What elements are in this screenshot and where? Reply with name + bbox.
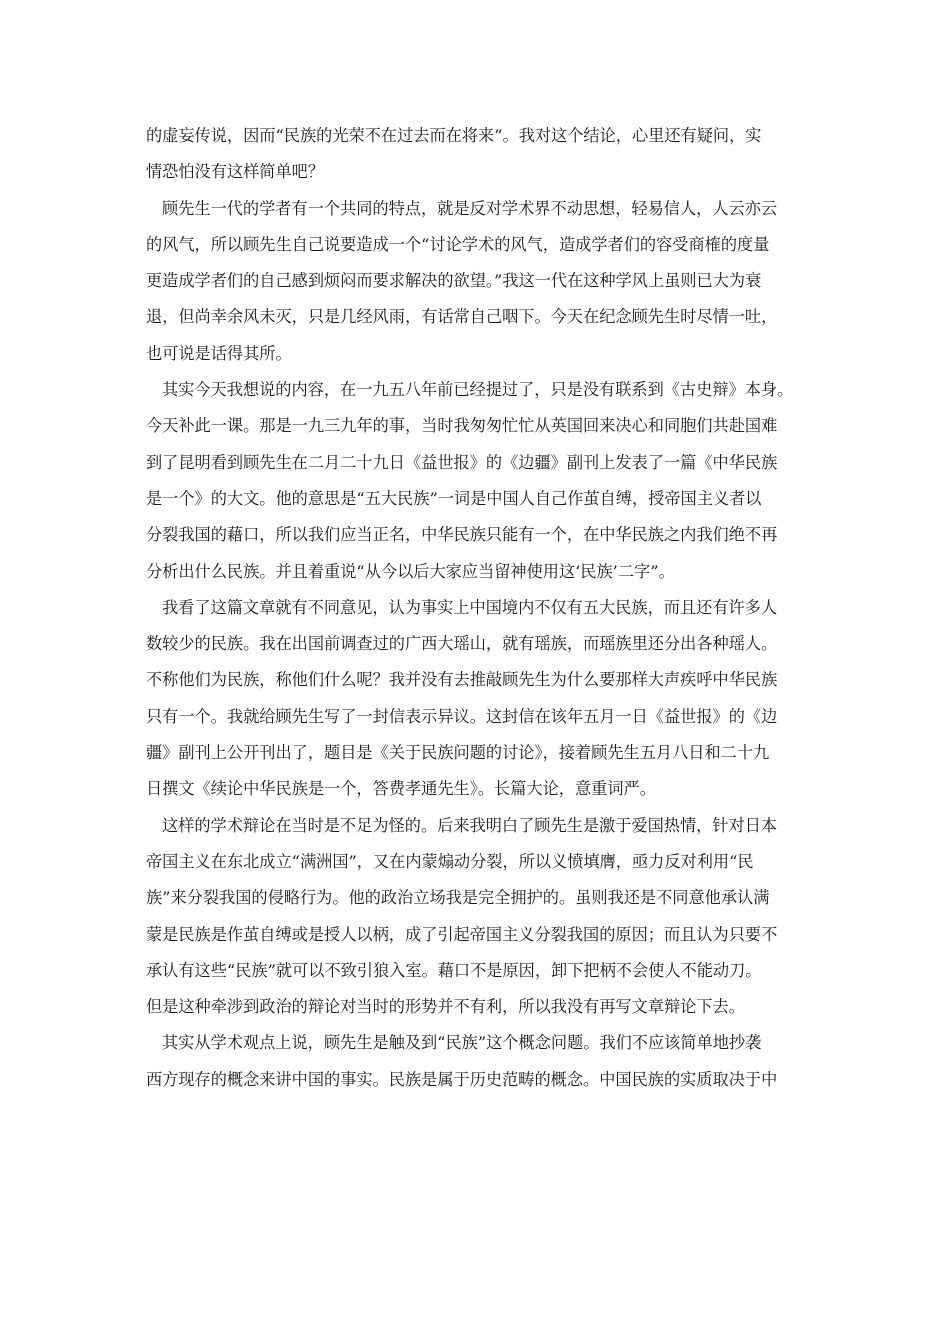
text-line: 到了昆明看到顾先生在二月二十九日《益世报》的《边疆》副刊上发表了一篇《中华民族 xyxy=(146,452,778,472)
text-line: 也可说是话得其所。 xyxy=(146,343,292,363)
text-line: 更造成学者们的自己感到烦闷而要求解决的欲望。”我这一代在这种学风上虽则已大为衰 xyxy=(146,271,762,291)
text-line: 帝国主义在东北成立“满洲国”，又在内蒙煽动分裂，所以义愤填膺，亟力反对利用“民 xyxy=(146,851,754,871)
text-line: 只有一个。我就给顾先生写了一封信表示异议。这封信在该年五月一日《益世报》的《边 xyxy=(146,706,778,726)
text-line: 其实从学术观点上说，顾先生是触及到“民族”这个概念问题。我们不应该简单地抄袭 xyxy=(162,1033,762,1053)
text-line: 情恐怕没有这样简单吧？ xyxy=(146,162,325,182)
text-line: 的风气，所以顾先生自己说要造成一个“讨论学术的风气，造成学者们的容受商榷的度量 xyxy=(146,234,770,254)
text-line: 日撰文《续论中华民族是一个，答费孝通先生》。长篇大论，意重词严。 xyxy=(146,779,656,799)
document-body xyxy=(146,118,806,1098)
text-line: 蒙是民族是作茧自缚或是授人以柄，成了引起帝国主义分裂我国的原因；而且认为只要不 xyxy=(146,924,778,944)
text-line: 今天补此一课。那是一九三九年的事，当时我匆匆忙忙从英国回来决心和同胞们共赴国难 xyxy=(146,416,778,436)
text-line: 的虚妄传说，因而“民族的光荣不在过去而在将来”。我对这个结论，心里还有疑问，实 xyxy=(146,126,762,145)
text-line: 分裂我国的藉口，所以我们应当正名，中华民族只能有一个，在中华民族之内我们绝不再 xyxy=(146,525,778,545)
text-line: 西方现存的概念来讲中国的事实。民族是属于历史范畴的概念。中国民族的实质取决于中 xyxy=(146,1069,778,1089)
text-line: 顾先生一代的学者有一个共同的特点，就是反对学术界不动思想，轻易信人，人云亦云 xyxy=(162,198,778,218)
text-line: 是一个》的大文。他的意思是“五大民族”一词是中国人自己作茧自缚，授帝国主义者以 xyxy=(146,488,762,508)
text-line: 族”来分裂我国的侵略行为。他的政治立场我是完全拥护的。虽则我还是不同意他承认满 xyxy=(146,888,770,908)
text-line: 疆》副刊上公开刊出了，题目是《关于民族问题的讨论》，接着顾先生五月八日和二十九 xyxy=(146,743,770,763)
text-line: 这样的学术辩论在当时是不足为怪的。后来我明白了顾先生是激于爱国热情，针对日本 xyxy=(162,815,778,835)
text-line: 我看了这篇文章就有不同意见，认为事实上中国境内不仅有五大民族，而且还有许多人 xyxy=(162,597,778,617)
text-line: 退，但尚幸余风未灭，只是几经风雨，有话常自己咽下。今天在纪念顾先生时尽情一吐， xyxy=(146,307,778,327)
text-line: 数较少的民族。我在出国前调查过的广西大瑶山，就有瑶族，而瑶族里还分出各种瑶人。 xyxy=(146,634,778,654)
text-line: 但是这种牵涉到政治的辩论对当时的形势并不有利，所以我没有再写文章辩论下去。 xyxy=(146,997,745,1017)
text-line: 不称他们为民族，称他们什么呢？我并没有去推敲顾先生为什么要那样大声疾呼中华民族 xyxy=(146,670,778,690)
text-line: 其实今天我想说的内容，在一九五八年前已经提过了，只是没有联系到《古史辩》本身。 xyxy=(162,380,794,400)
text-line: 分析出什么民族。并且着重说“从今以后大家应当留神使用这‘民族’二字”。 xyxy=(146,561,675,581)
text-line: 承认有这些“民族”就可以不致引狼入室。藉口不是原因，卸下把柄不会使人不能动刀。 xyxy=(146,960,762,980)
